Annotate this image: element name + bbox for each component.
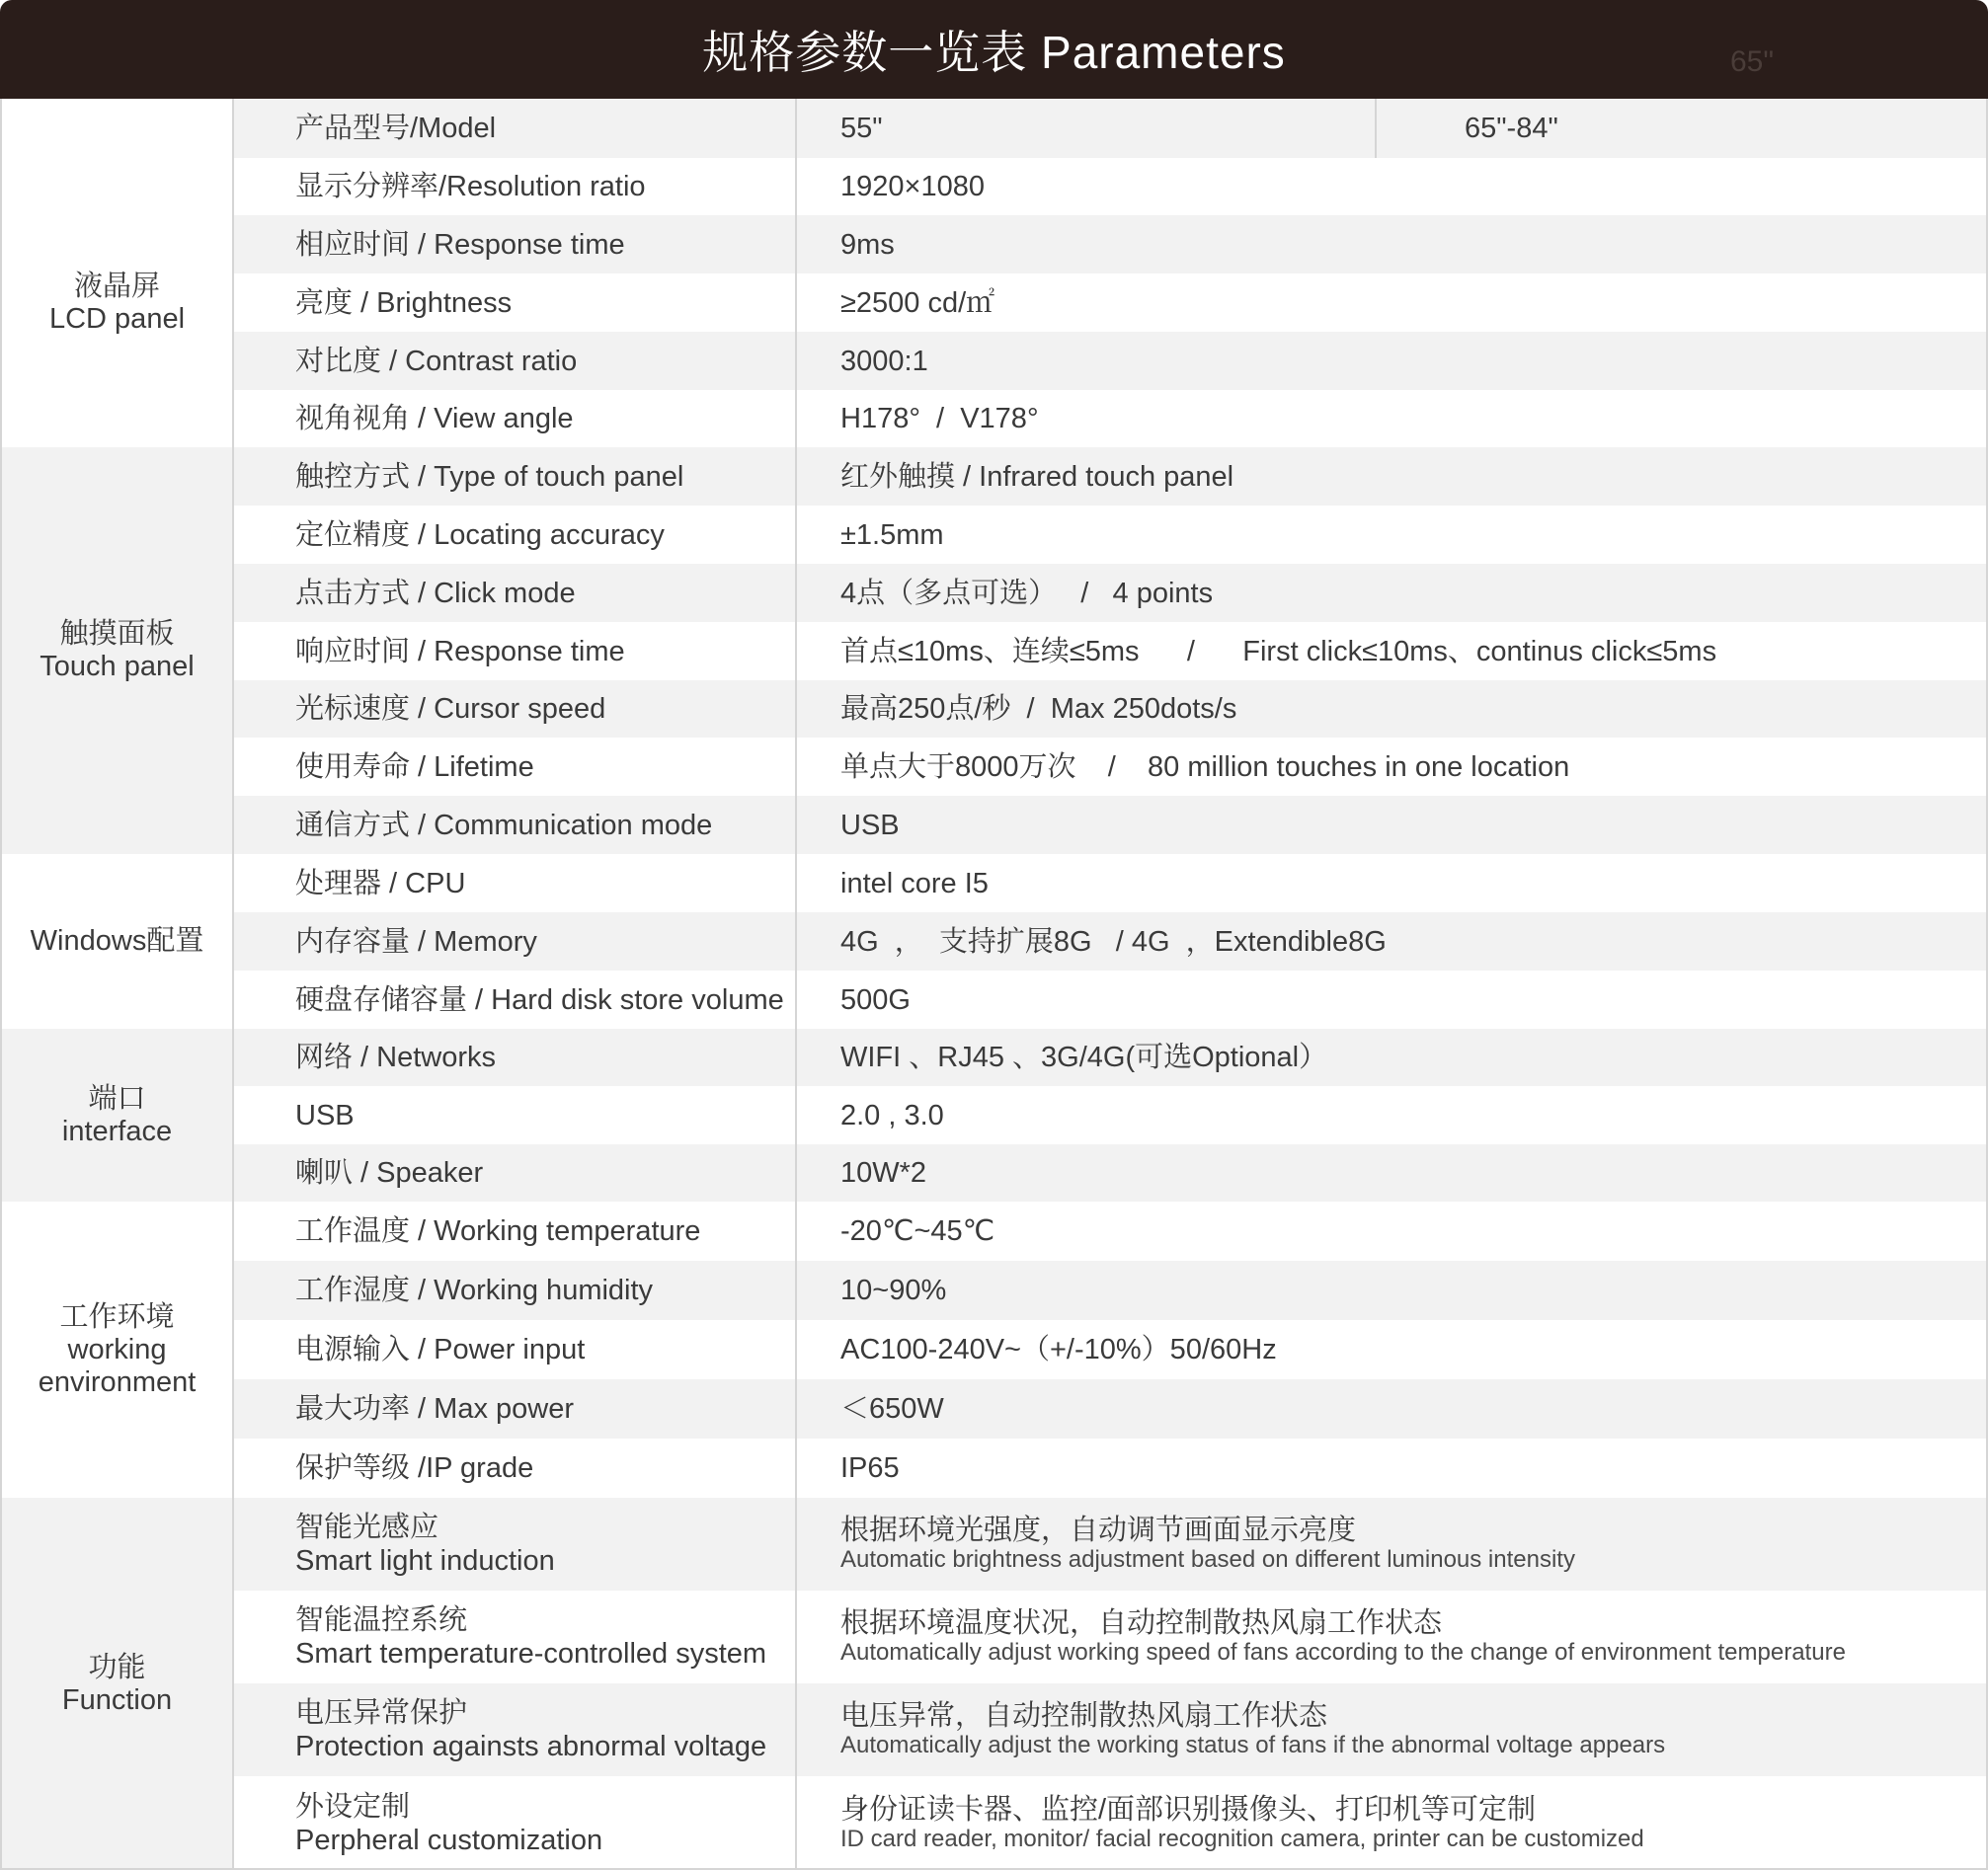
row-label: 触控方式 / Type of touch panel — [295, 460, 684, 493]
table-row — [234, 1776, 1988, 1870]
value-en: Automatically adjust the working status of fans if the abnormal voltage appears — [840, 1732, 1666, 1758]
row-label: 产品型号/Model — [295, 113, 497, 144]
row-label: 显示分辨率/Resolution ratio — [295, 171, 646, 202]
value-en: ID card reader, monitor/ facial recognition camera, printer can be customized — [840, 1825, 1644, 1852]
row-label: 使用寿命 / Lifetime — [295, 750, 534, 783]
category-label: 液晶屏 LCD panel — [48, 270, 186, 335]
table-row — [234, 99, 1988, 158]
table-row — [234, 1320, 1988, 1379]
category-interface — [0, 1029, 234, 1202]
table-row — [234, 1144, 1988, 1202]
category-windows — [0, 854, 234, 1029]
row-value: 2.0 , 3.0 — [840, 1099, 944, 1131]
table-row — [234, 1086, 1988, 1144]
table-row — [234, 332, 1988, 390]
table-row — [234, 796, 1988, 854]
column-divider — [1375, 99, 1377, 158]
category-label: 工作环境 working environment — [38, 1300, 197, 1398]
row-label: 网络 / Networks — [295, 1042, 497, 1073]
row-value: USB — [840, 809, 900, 841]
value-cn: 电压异常，自动控制散热风扇工作状态 — [840, 1700, 1328, 1732]
row-value: 4G ， 支持扩展8G / 4G ，Extendible8G — [840, 925, 1387, 958]
row-value: intel core I5 — [840, 867, 989, 899]
row-value: AC100-240V~（+/-10%）50/60Hz — [840, 1334, 1277, 1365]
table-header — [0, 0, 1988, 99]
label-en: Protection againsts abnormal voltage — [295, 1731, 767, 1762]
row-label: 工作湿度 / Working humidity — [295, 1275, 654, 1306]
label-en: Perpheral customization — [295, 1824, 603, 1856]
label-cn: 电压异常保护 — [295, 1697, 468, 1729]
table-border-left — [0, 99, 2, 1870]
row-value: 3000:1 — [840, 345, 928, 377]
row-value: 红外触摸 / Infrared touch panel — [840, 460, 1234, 493]
row-label: USB — [295, 1099, 355, 1131]
row-value: 1920×1080 — [840, 171, 985, 202]
category-lcd-panel — [0, 158, 234, 447]
row-label: 保护等级 /IP grade — [295, 1452, 534, 1484]
row-label — [295, 1498, 555, 1591]
category-label: 端口 interface — [61, 1082, 173, 1147]
row-label: 电源输入 / Power input — [295, 1334, 586, 1365]
table-row — [234, 1261, 1988, 1320]
value-cn: 根据环境温度状况，自动控制散热风扇工作状态 — [840, 1607, 1443, 1639]
row-value — [840, 1683, 1988, 1776]
column-divider — [232, 99, 234, 1870]
value-cn: 根据环境光强度，自动调节画面显示亮度 — [840, 1515, 1357, 1546]
value-en: Automatically adjust working speed of fans according to the change of environment temperature — [840, 1639, 1846, 1666]
table-row — [234, 506, 1988, 564]
row-value — [840, 1776, 1988, 1870]
row-value: ≥2500 cd/㎡ — [840, 286, 995, 319]
category-label: 功能 Function — [61, 1651, 173, 1716]
row-value: 10~90% — [840, 1275, 947, 1306]
value-en: Automatic brightness adjustment based on different luminous intensity — [840, 1546, 1575, 1573]
label-en: Smart light induction — [295, 1545, 555, 1577]
row-value: 55" — [840, 113, 883, 144]
row-value: 4点（多点可选） / 4 points — [840, 577, 1214, 609]
page-title: 规格参数一览表 Parameters — [702, 27, 1286, 78]
row-value — [840, 1591, 1988, 1683]
table-row — [234, 912, 1988, 971]
spec-table — [0, 99, 1988, 1870]
row-value: -20℃~45℃ — [840, 1215, 995, 1247]
category-touch-panel — [0, 447, 234, 854]
row-value-2: 65"-84" — [1465, 112, 1558, 144]
row-label: 定位精度 / Locating accuracy — [295, 518, 665, 551]
table-row — [234, 158, 1988, 215]
row-value: ＜650W — [840, 1393, 944, 1425]
table-row — [234, 1683, 1988, 1776]
table-row — [234, 390, 1988, 447]
row-label: 内存容量 / Memory — [295, 925, 537, 958]
row-label: 相应时间 / Response time — [295, 228, 625, 261]
row-value: ±1.5mm — [840, 518, 944, 551]
table-row — [234, 1439, 1988, 1498]
row-label: 处理器 / CPU — [295, 867, 466, 899]
row-label: 响应时间 / Response time — [295, 635, 625, 667]
row-label — [295, 1776, 602, 1870]
category-label: 触摸面板 Touch panel — [40, 618, 195, 682]
ghost-text: 65" — [1730, 45, 1775, 78]
table-row — [234, 854, 1988, 912]
row-value: H178° / V178° — [840, 403, 1039, 434]
row-label — [295, 1683, 766, 1776]
row-label: 喇叭 / Speaker — [295, 1157, 484, 1189]
row-value: WIFI 、RJ45 、3G/4G(可选Optional） — [840, 1042, 1328, 1073]
row-label: 光标速度 / Cursor speed — [295, 693, 606, 725]
table-row — [234, 971, 1988, 1029]
table-row — [234, 1498, 1988, 1591]
table-row — [234, 1202, 1988, 1261]
row-label: 通信方式 / Communication mode — [295, 809, 713, 841]
row-value: 9ms — [840, 228, 895, 261]
row-value: IP65 — [840, 1452, 900, 1484]
table-row — [234, 215, 1988, 273]
label-cn: 外设定制 — [295, 1790, 411, 1823]
row-label: 最大功率 / Max power — [295, 1393, 574, 1425]
row-label: 亮度 / Brightness — [295, 286, 513, 319]
row-label: 视角视角 / View angle — [295, 403, 574, 434]
row-label: 硬盘存储容量 / Hard disk store volume — [295, 983, 784, 1016]
row-label: 点击方式 / Click mode — [295, 577, 576, 609]
table-row — [234, 564, 1988, 622]
table-row — [234, 1591, 1988, 1683]
table-row — [234, 680, 1988, 738]
column-divider — [795, 99, 797, 1870]
row-value: 10W*2 — [840, 1157, 927, 1189]
row-value: 500G — [840, 983, 911, 1016]
row-value: 最高250点/秒 / Max 250dots/s — [840, 693, 1237, 725]
table-row — [234, 447, 1988, 506]
table-row — [234, 622, 1988, 680]
label-cn: 智能温控系统 — [295, 1604, 468, 1636]
row-label: 工作温度 / Working temperature — [295, 1215, 701, 1247]
row-label: 对比度 / Contrast ratio — [295, 345, 578, 377]
category-label: Windows配置 — [30, 925, 204, 957]
table-row — [234, 273, 1988, 332]
row-value: 单点大于8000万次 / 80 million touches in one location — [840, 750, 1570, 783]
table-row — [234, 738, 1988, 796]
value-cn: 身份证读卡器、监控/面部识别摄像头、打印机等可定制 — [840, 1793, 1537, 1826]
category-working-environment — [0, 1202, 234, 1498]
row-label — [295, 1591, 766, 1683]
row-value: 首点≤10ms、连续≤5ms / First click≤10ms、continus click≤5ms — [840, 635, 1717, 667]
category-function — [0, 1498, 234, 1870]
label-en: Smart temperature-controlled system — [295, 1638, 767, 1670]
row-value — [840, 1498, 1988, 1591]
table-row — [234, 1029, 1988, 1086]
label-cn: 智能光感应 — [295, 1512, 439, 1543]
table-row — [234, 1379, 1988, 1439]
